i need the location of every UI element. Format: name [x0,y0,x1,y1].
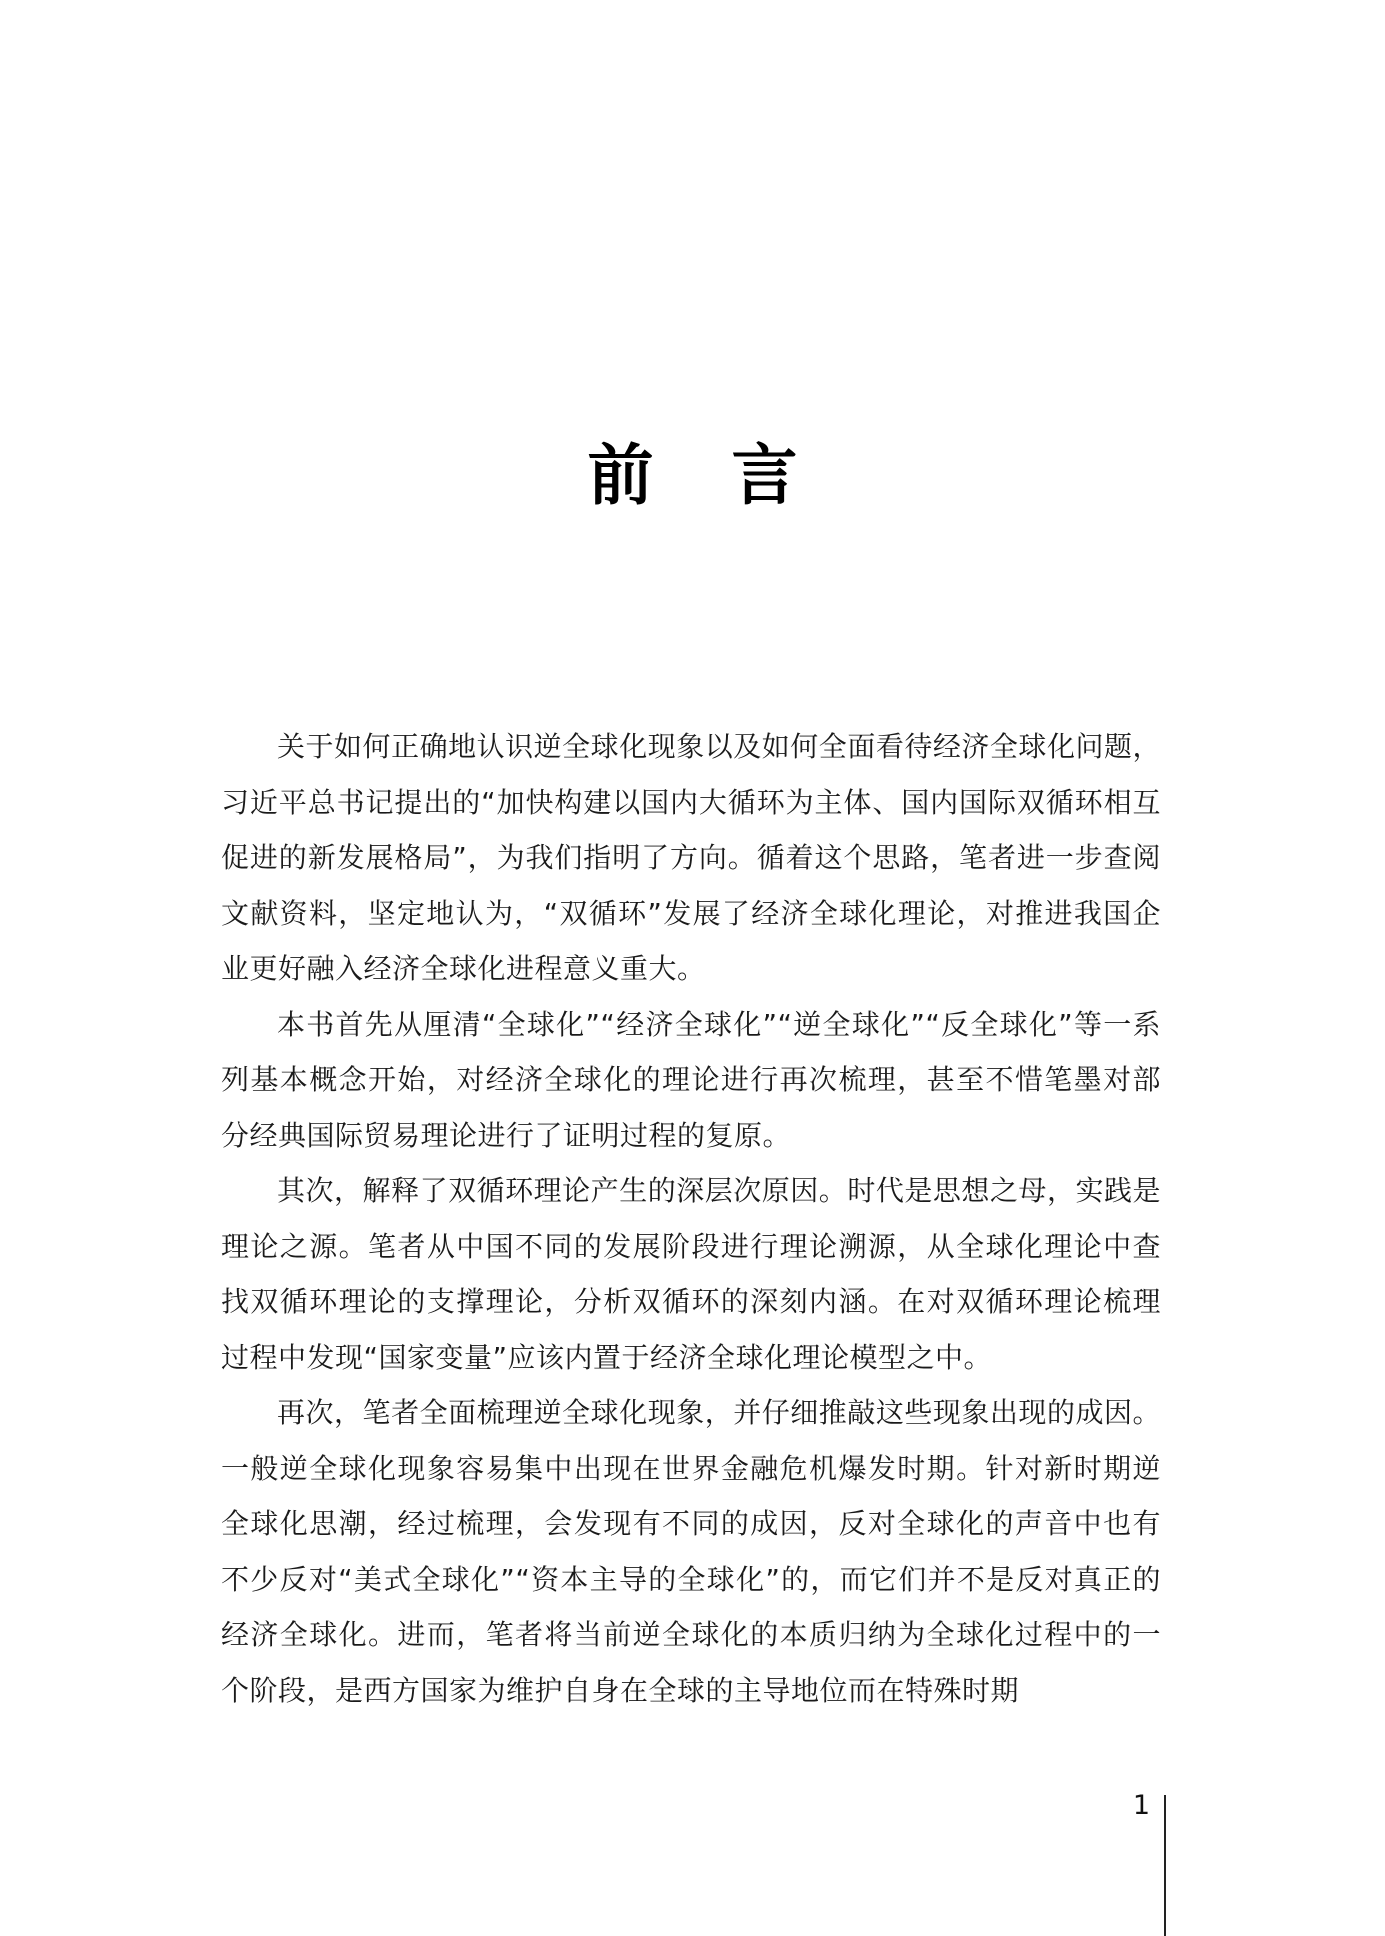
paragraph-4: 再次，笔者全面梳理逆全球化现象，并仔细推敲这些现象出现的成因。一般逆全球化现象容易集中出现在世界金融危机爆发时期。针对新时期逆全球化思潮，经过梳理，会发现有不同的成因，反对全球化的声音中也有不少反对“美式全球化”“资本主导的全球化”的，而它们并不是反对真正的经济全球化。进而，笔者将当前逆全球化的本质归纳为全球化过程中的一个阶段，是西方国家为维护自身在全球的主导地位而在特殊时期 [221,1396,1161,1707]
page-title-char-1: 前 [587,436,654,514]
margin-rule [1164,1795,1166,1936]
page-title-char-2: 言 [731,436,798,514]
page-title [0,430,1385,520]
paragraph-3: 其次，解释了双循环理论产生的深层次原因。时代是思想之母，实践是理论之源。笔者从中国不同的发展阶段进行理论溯源，从全球化理论中查找双循环理论的支撑理论，分析双循环的深刻内涵。在对双循环理论梳理过程中发现“国家变量”应该内置于经济全球化理论模型之中。 [221,1174,1161,1374]
paragraph-2: 本书首先从厘清“全球化”“经济全球化”“逆全球化”“反全球化”等一系列基本概念开始，对经济全球化的理论进行再次梳理，甚至不惜笔墨对部分经典国际贸易理论进行了证明过程的复原。 [221,1007,1161,1152]
paragraph-1: 关于如何正确地认识逆全球化现象以及如何全面看待经济全球化问题，习近平总书记提出的“加快构建以国内大循环为主体、国内国际双循环相互促进的新发展格局”，为我们指明了方向。循着这个思路，笔者进一步查阅文献资料，坚定地认为，“双循环”发展了经济全球化理论，对推进我国企业更好融入经济全球化进程意义重大。 [221,730,1161,985]
preface-body [221,719,1161,1718]
page-number: 1 [1132,1790,1150,1821]
